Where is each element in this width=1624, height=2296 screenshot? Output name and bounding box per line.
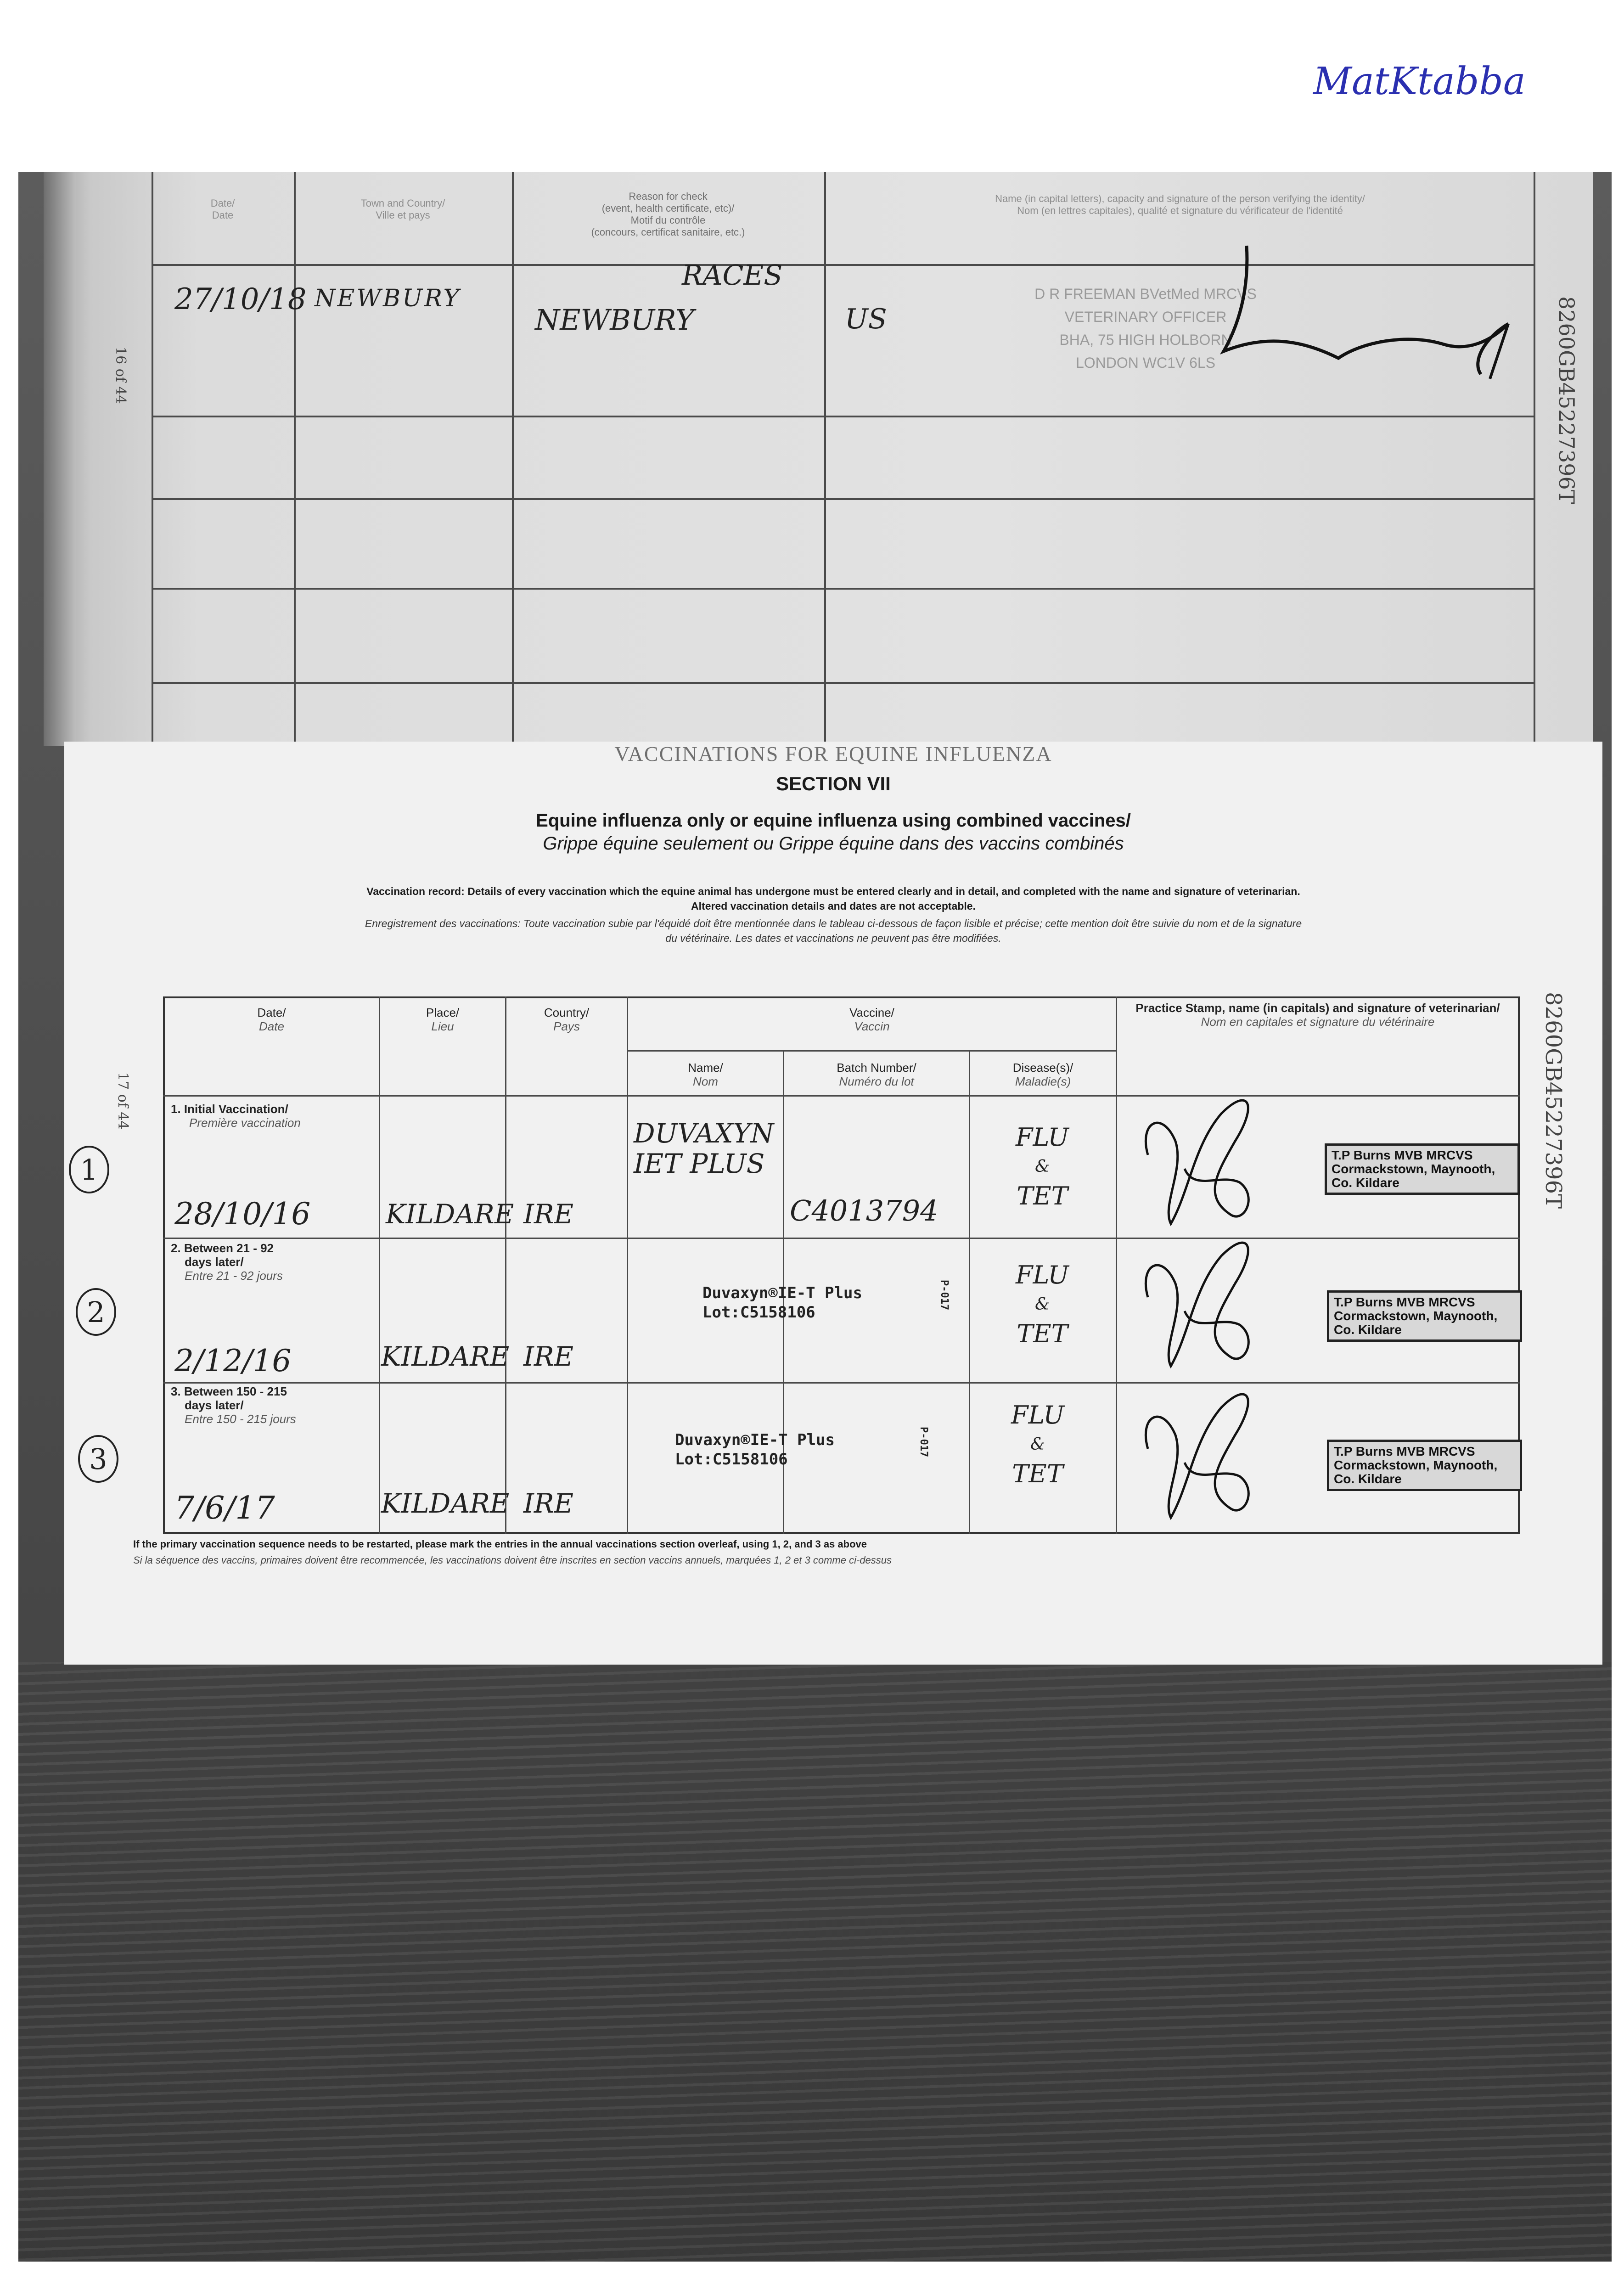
record-text-fr <box>78 916 1589 945</box>
row-1-vaccine-name: DUVAXYN IET PLUS <box>634 1118 774 1179</box>
footer-en: If the primary vaccination sequence needs to be restarted, please mark the entries in the annual vaccinations section overleaf, using 1, 2, and 3 as above <box>133 1538 867 1550</box>
stamp-line: Co. Kildare <box>1334 1322 1402 1337</box>
page-curl-shadow <box>44 172 76 746</box>
row-2-signature <box>1120 1219 1276 1380</box>
header-batch-fr: Numéro du lot <box>839 1075 914 1088</box>
header-batch <box>784 1061 969 1088</box>
table-surface <box>18 1662 1612 2262</box>
grid-line <box>163 1238 1520 1239</box>
stamp-line: LONDON WC1V 6LS <box>1075 355 1216 371</box>
check-reason-1: RACES <box>682 259 783 292</box>
stamp-line: D R FREEMAN BVetMed MRCVS <box>1034 286 1257 302</box>
check-town: NEWBURY <box>315 285 461 312</box>
stamp-line: T.P Burns MVB MRCVS <box>1334 1444 1475 1458</box>
check-reason-2: NEWBURY <box>535 303 694 337</box>
footer-fr: Si la séquence des vaccins, primaires doivent être recommencée, les vaccinations doivent être inscrites en section vaccins annuels, marquées 1, 2 et 3 comme ci-dessus <box>133 1554 892 1566</box>
row-3-sticker-lot: Lot:C5158106 <box>675 1450 788 1469</box>
marker-2: 2 <box>76 1288 116 1336</box>
grid-line <box>163 1095 1520 1097</box>
upper-page <box>44 172 1593 746</box>
row-1-disease <box>983 1123 1102 1211</box>
header-verifier: Name (in capital letters), capacity and signature of the person verifying the identity/ Nom (en lettres capitales), qualité et signature du vérificateur de l'identité <box>995 193 1365 216</box>
header-date-en: Date/ <box>257 1006 286 1019</box>
row-2-label-fr: Entre 21 - 92 jours <box>185 1269 283 1283</box>
row-1-disease-2: TET <box>1017 1182 1068 1210</box>
row-3-place: KILDARE <box>381 1488 510 1519</box>
row-2-label-en: 2. Between 21 - 92 <box>171 1241 274 1255</box>
row-3-signature <box>1120 1371 1276 1531</box>
row-2-sticker-lot: Lot:C5158106 <box>702 1303 815 1322</box>
grid-line <box>505 996 506 1534</box>
grid-line <box>163 1382 1520 1384</box>
marker-3: 3 <box>78 1435 118 1483</box>
section-title: SECTION VII <box>776 773 891 794</box>
page-number-17: 17 of 44 <box>115 1072 131 1130</box>
row-3-sticker-code: P-017 <box>918 1427 929 1458</box>
header-place-en: Place/ <box>426 1006 460 1019</box>
record-en-line: Altered vaccination details and dates are not acceptable. <box>691 900 976 912</box>
stamp-line: Co. Kildare <box>1332 1176 1399 1190</box>
record-text-en <box>92 884 1575 913</box>
record-en-line: Vaccination record: Details of every vaccination which the equine animal has undergone must be entered clearly and in detail, and completed with the name and signature of veterinarian. <box>366 885 1300 897</box>
grid-line <box>1116 996 1117 1534</box>
row-1-signature <box>1120 1077 1276 1238</box>
grid-line <box>969 1050 970 1534</box>
header-stamp <box>1120 1001 1515 1029</box>
header-batch-en: Batch Number/ <box>837 1061 916 1075</box>
row-2-sticker <box>702 1280 950 1322</box>
header-stamp-fr: Nom en capitales et signature du vétérinaire <box>1201 1015 1435 1029</box>
row-3-stamp <box>1327 1440 1522 1491</box>
grid-line <box>627 1050 1116 1052</box>
row-3-label <box>171 1384 377 1426</box>
row-3-label-2: days later/ <box>185 1398 244 1412</box>
subtitle-fr: Grippe équine seulement ou Grippe équine dans des vaccins combinés <box>543 833 1124 854</box>
grid-line <box>294 172 296 746</box>
header-town: Town and Country/ Ville et pays <box>360 197 445 221</box>
header-disease-fr: Maladie(s) <box>1015 1075 1071 1088</box>
row-2-sticker-code: P-017 <box>938 1280 950 1311</box>
row-2-disease-1: FLU <box>1016 1261 1069 1289</box>
header-place <box>380 1006 505 1033</box>
header-country <box>506 1006 627 1033</box>
grid-line <box>379 996 380 1534</box>
stamp-line: Cormackstown, Maynooth, <box>1332 1162 1495 1176</box>
row-3-sticker <box>675 1427 929 1469</box>
row-1-country: IRE <box>523 1199 573 1230</box>
check-date: 27/10/18 <box>174 282 307 316</box>
row-2-date: 2/12/16 <box>174 1343 292 1379</box>
grid-line <box>152 682 1534 684</box>
stamp-line: Cormackstown, Maynooth, <box>1334 1458 1498 1472</box>
record-fr-line: du vétérinaire. Les dates et vaccinations ne peuvent pas être modifiées. <box>665 932 1001 944</box>
stamp-line: Co. Kildare <box>1334 1472 1402 1486</box>
row-1-disease-1: FLU <box>1016 1123 1069 1152</box>
header-date-fr: Date <box>259 1019 284 1033</box>
header-date: Date/ Date <box>210 197 235 221</box>
header-date <box>164 1006 379 1033</box>
stamp-line: Cormackstown, Maynooth, <box>1334 1309 1498 1323</box>
grid-line <box>152 416 1534 417</box>
header-country-fr: Pays <box>553 1019 580 1033</box>
row-1-label-fr: Première vaccination <box>189 1116 301 1130</box>
stamp-line: T.P Burns MVB MRCVS <box>1334 1295 1475 1309</box>
row-3-label-en: 3. Between 150 - 215 <box>171 1384 287 1398</box>
row-2-stamp <box>1327 1290 1522 1342</box>
header-place-fr: Lieu <box>431 1019 454 1033</box>
grid-line <box>152 588 1534 590</box>
header-disease-en: Disease(s)/ <box>1012 1061 1073 1075</box>
row-2-place: KILDARE <box>381 1341 510 1372</box>
check-country: US <box>845 303 887 335</box>
grid-line <box>824 172 826 746</box>
row-1-label <box>171 1102 377 1130</box>
verifier-signature <box>1169 227 1536 393</box>
section-vii-page <box>64 742 1602 1665</box>
header-vaccine-fr: Vaccin <box>854 1019 890 1033</box>
grid-line <box>152 172 153 746</box>
grid-line <box>512 172 514 746</box>
page-number-16: 16 of 44 <box>112 347 129 404</box>
header-stamp-en: Practice Stamp, name (in capitals) and signature of veterinarian/ <box>1135 1001 1500 1015</box>
stamp-line: T.P Burns MVB MRCVS <box>1332 1148 1473 1162</box>
header-name <box>628 1061 783 1088</box>
row-2-disease-2: TET <box>1017 1319 1068 1348</box>
header-reason: Reason for check (event, health certificate, etc)/ Motif du contrôle (concours, certificat sanitaire, etc.) <box>591 191 745 238</box>
header-vaccine <box>628 1006 1116 1033</box>
row-2-label-2: days later/ <box>185 1255 244 1269</box>
marker-1: 1 <box>69 1146 109 1193</box>
row-2-label <box>171 1241 377 1283</box>
subtitle-en: Equine influenza only or equine influenza using combined vaccines/ <box>536 810 1131 831</box>
banner-title: VACCINATIONS FOR EQUINE INFLUENZA <box>614 742 1052 765</box>
row-2-disease-and: & <box>1034 1295 1050 1314</box>
row-1-disease-and: & <box>1034 1157 1050 1176</box>
row-3-sticker-name: Duvaxyn®IE-T Plus <box>675 1431 835 1449</box>
handwritten-note: MatKtabba <box>1313 60 1526 103</box>
stamp-line: VETERINARY OFFICER <box>1064 309 1227 325</box>
header-country-en: Country/ <box>544 1006 590 1019</box>
row-1-batch: C4013794 <box>790 1194 938 1227</box>
grid-line <box>152 498 1534 500</box>
row-2-country: IRE <box>523 1341 573 1372</box>
record-fr-line: Enregistrement des vaccinations: Toute vaccination subie par l'équidé doit être mentionnée dans le tableau ci-dessous de façon lisible et précise; cette mention doit être suivie du nom et de la signature <box>365 917 1302 929</box>
row-2-disease <box>983 1261 1102 1349</box>
header-vaccine-en: Vaccine/ <box>849 1006 894 1019</box>
header-name-en: Name/ <box>688 1061 723 1075</box>
row-3-disease-2: TET <box>1012 1459 1063 1488</box>
row-1-place: KILDARE <box>386 1199 514 1230</box>
row-3-country: IRE <box>523 1488 573 1519</box>
row-1-label-en: 1. Initial Vaccination/ <box>171 1102 288 1116</box>
row-3-disease-and: & <box>1030 1435 1045 1454</box>
stamp-line: BHA, 75 HIGH HOLBORN <box>1059 332 1232 348</box>
row-3-disease-1: FLU <box>1011 1401 1064 1429</box>
header-disease <box>970 1061 1116 1088</box>
row-1-stamp <box>1325 1143 1520 1195</box>
row-2-sticker-name: Duvaxyn®IE-T Plus <box>702 1284 862 1302</box>
side-code-upper: 8260GB45227396T <box>1554 296 1579 504</box>
row-3-date: 7/6/17 <box>174 1490 275 1526</box>
row-3-disease <box>978 1401 1097 1489</box>
side-code-lower: 8260GB45227396T <box>1540 992 1566 1209</box>
row-1-date: 28/10/16 <box>174 1196 311 1232</box>
row-3-label-fr: Entre 150 - 215 jours <box>185 1412 296 1426</box>
header-name-fr: Nom <box>693 1075 718 1088</box>
